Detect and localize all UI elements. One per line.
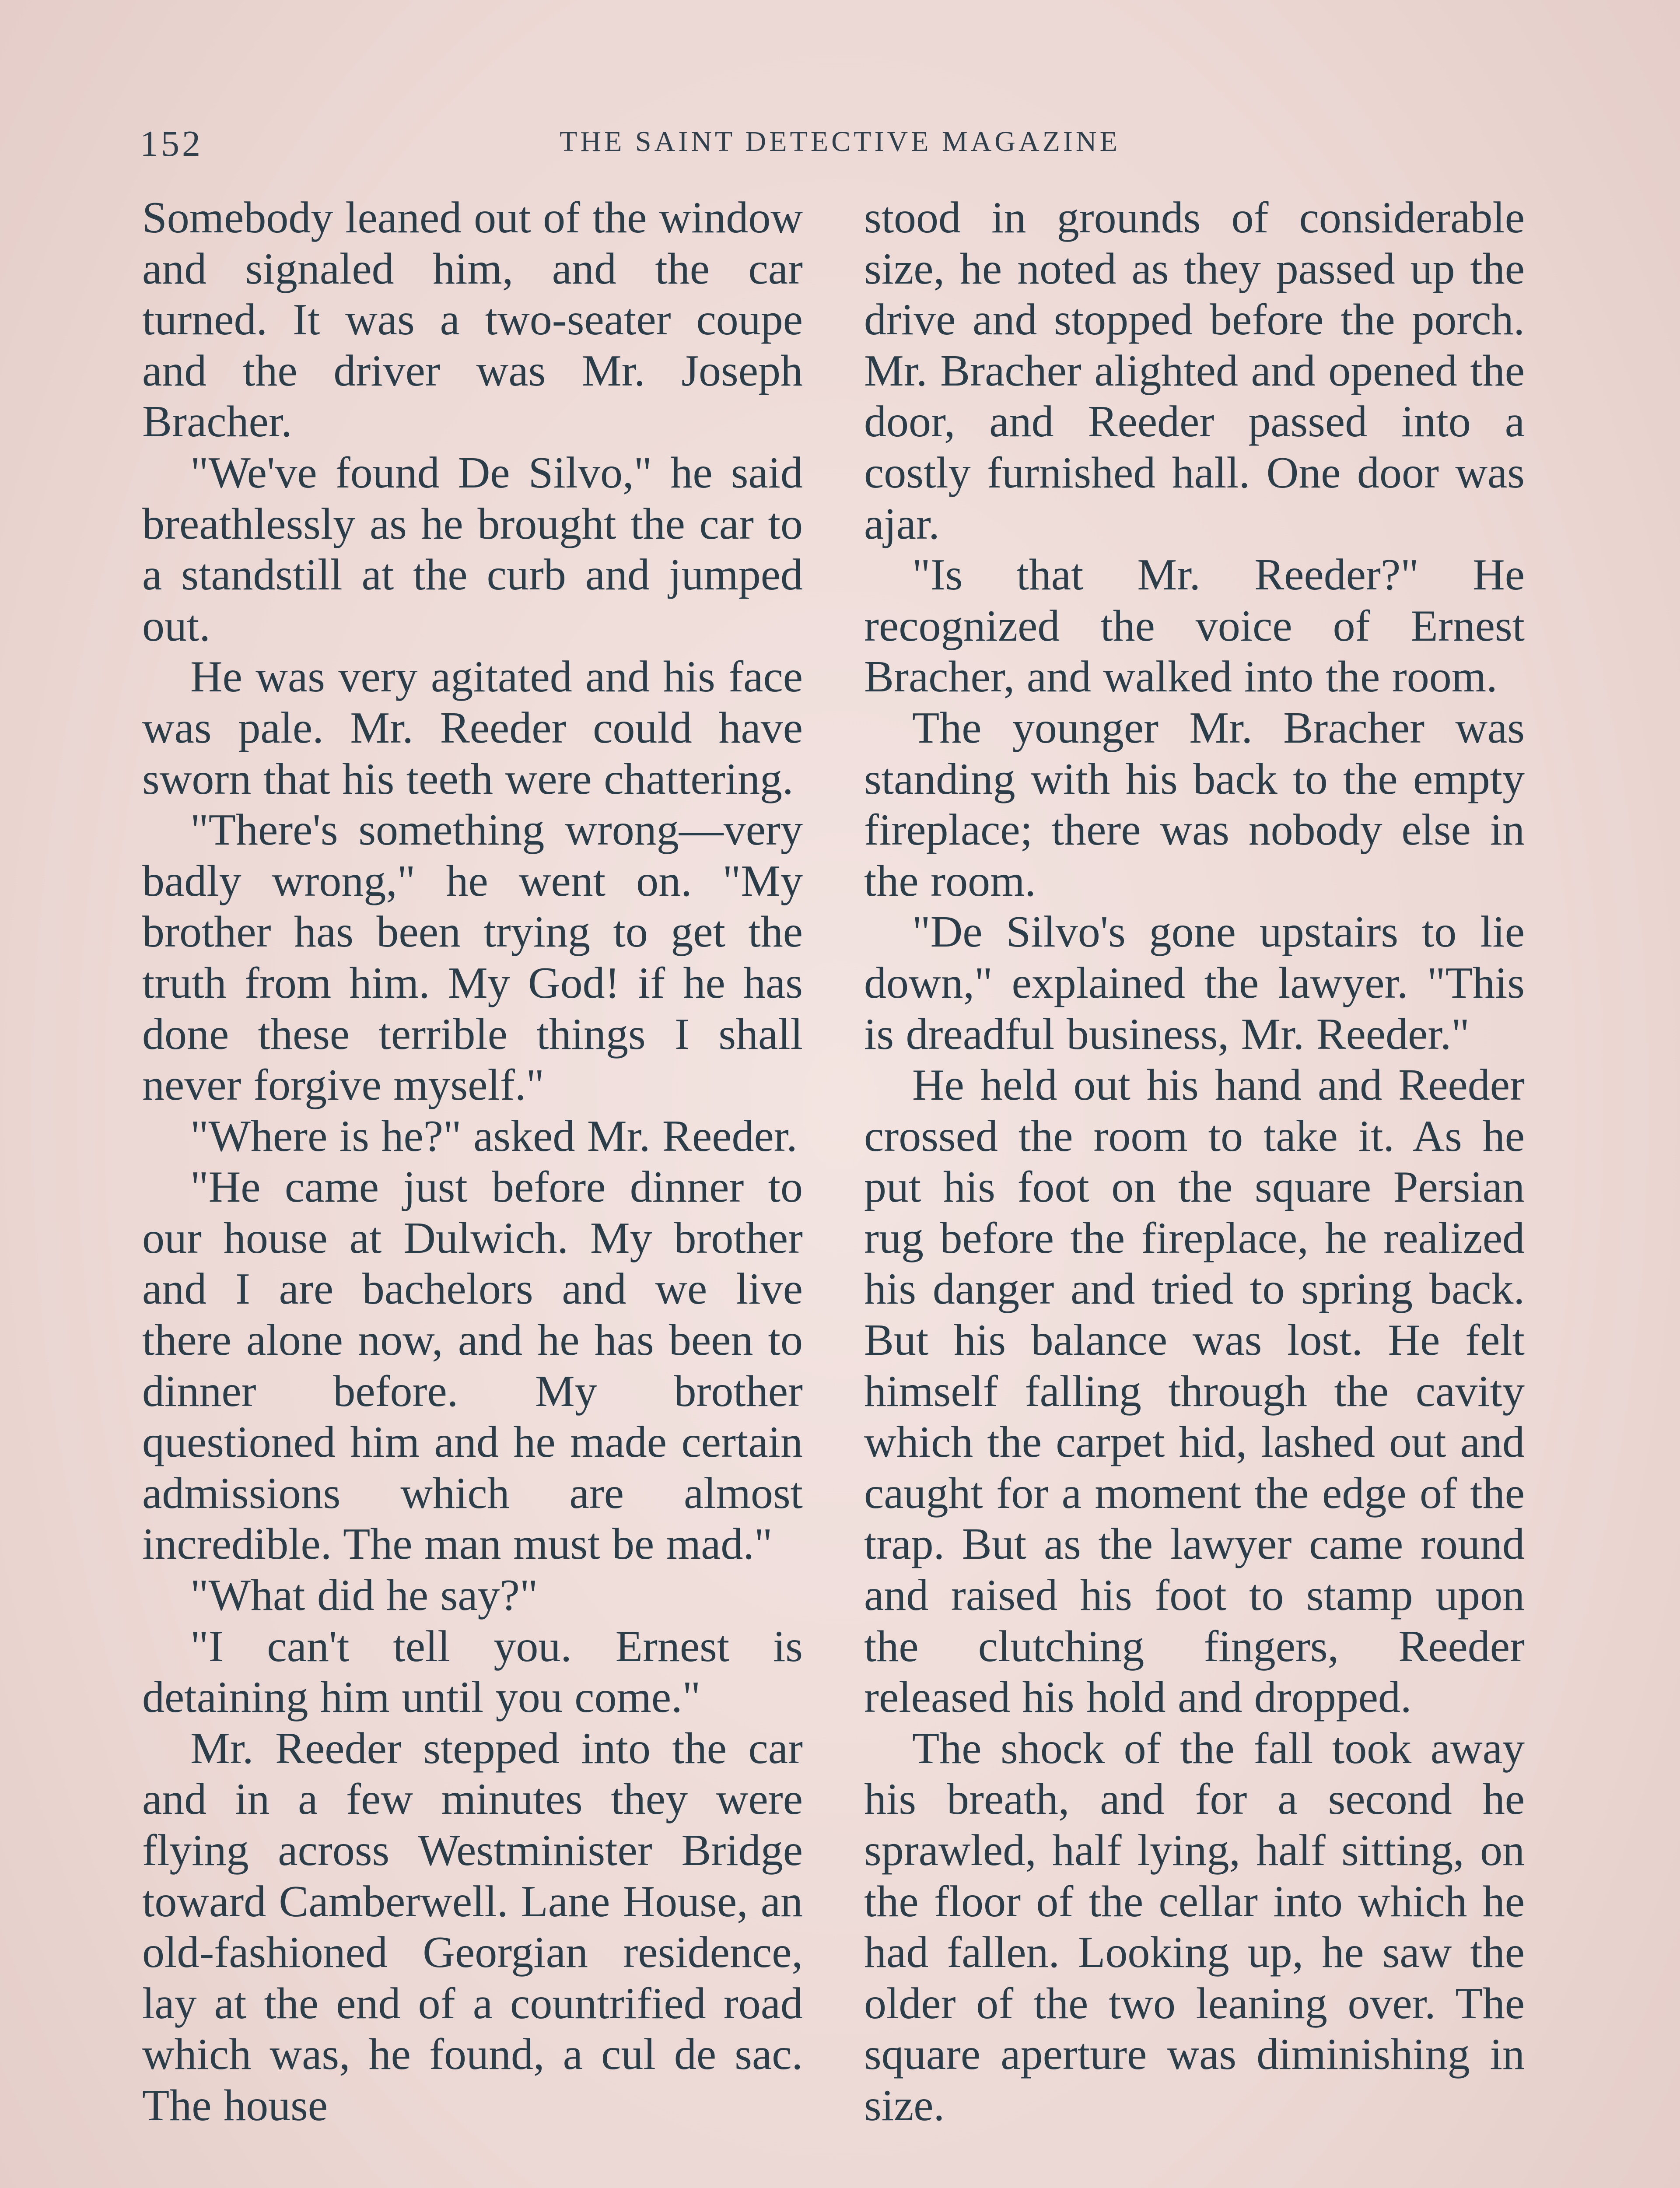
paragraph: "I can't tell you. Ernest is detaining him until you come." [142, 1621, 803, 1722]
paragraph: Mr. Reeder stepped into the car and in a few minutes they were flying across Westminister Bridge toward Camberwell. Lane House, an old-fashioned Georgian residence, lay at the end of a countrified road which was, he found, a cul de sac. The house [142, 1723, 803, 2130]
page-number: 152 [140, 123, 203, 164]
paragraph: stood in grounds of considerable size, he noted as they passed up the drive and stopped before the porch. Mr. Bracher alighted and opened the door, and Reeder passed into a costly furnished hall. One door was ajar. [864, 193, 1525, 549]
left-column [142, 193, 803, 2188]
paragraph: The younger Mr. Bracher was standing with his back to the empty fireplace; there was nobody else in the room. [864, 703, 1525, 906]
paragraph: "We've found De Silvo," he said breathlessly as he brought the car to a standstill at the curb and jumped out. [142, 448, 803, 651]
paragraph: "De Silvo's gone upstairs to lie down," explained the lawyer. "This is dreadful business, Mr. Reeder." [864, 907, 1525, 1059]
paragraph: "What did he say?" [190, 1571, 538, 1620]
right-column [864, 193, 1525, 2188]
paragraph: He held out his hand and Reeder crossed the room to take it. As he put his foot on the square Persian rug before the fireplace, he realized his danger and tried to spring back. But his balance was lost. He felt himself falling through the cavity which the carpet hid, lashed out and caught for a moment the edge of the trap. But as the lawyer came round and raised his foot to stamp upon the clutching fingers, Reeder released his hold and dropped. [864, 1060, 1525, 1722]
paragraph: The shock of the fall took away his breath, and for a second he sprawled, half lying, half sitting, on the floor of the cellar into which he had fallen. Looking up, he saw the older of the two leaning over. The square aperture was diminishing in size. [864, 1723, 1525, 2130]
paragraph: "There's something wrong—very badly wrong," he went on. "My brother has been trying to get the truth from him. My God! if he has done these terrible things I shall never forgive myself." [142, 805, 803, 1110]
paragraph: "Where is he?" asked Mr. Reeder. [190, 1111, 798, 1161]
running-head: THE SAINT DETECTIVE MAGAZINE [560, 126, 1120, 158]
paragraph: "Is that Mr. Reeder?" He recognized the voice of Ernest Bracher, and walked into the room. [864, 550, 1525, 702]
page-header [140, 123, 1540, 175]
paragraph: Somebody leaned out of the window and signaled him, and the car turned. It was a two-seater coupe and the driver was Mr. Joseph Bracher. [142, 193, 803, 447]
paragraph: He was very agitated and his face was pale. Mr. Reeder could have sworn that his teeth were chattering. [142, 652, 803, 804]
paragraph: "He came just before dinner to our house at Dulwich. My brother and I are bachelors and we live there alone now, and he has been to dinner before. My brother questioned him and he made certain admissions which are almost incredible. The man must be mad." [142, 1162, 803, 1569]
